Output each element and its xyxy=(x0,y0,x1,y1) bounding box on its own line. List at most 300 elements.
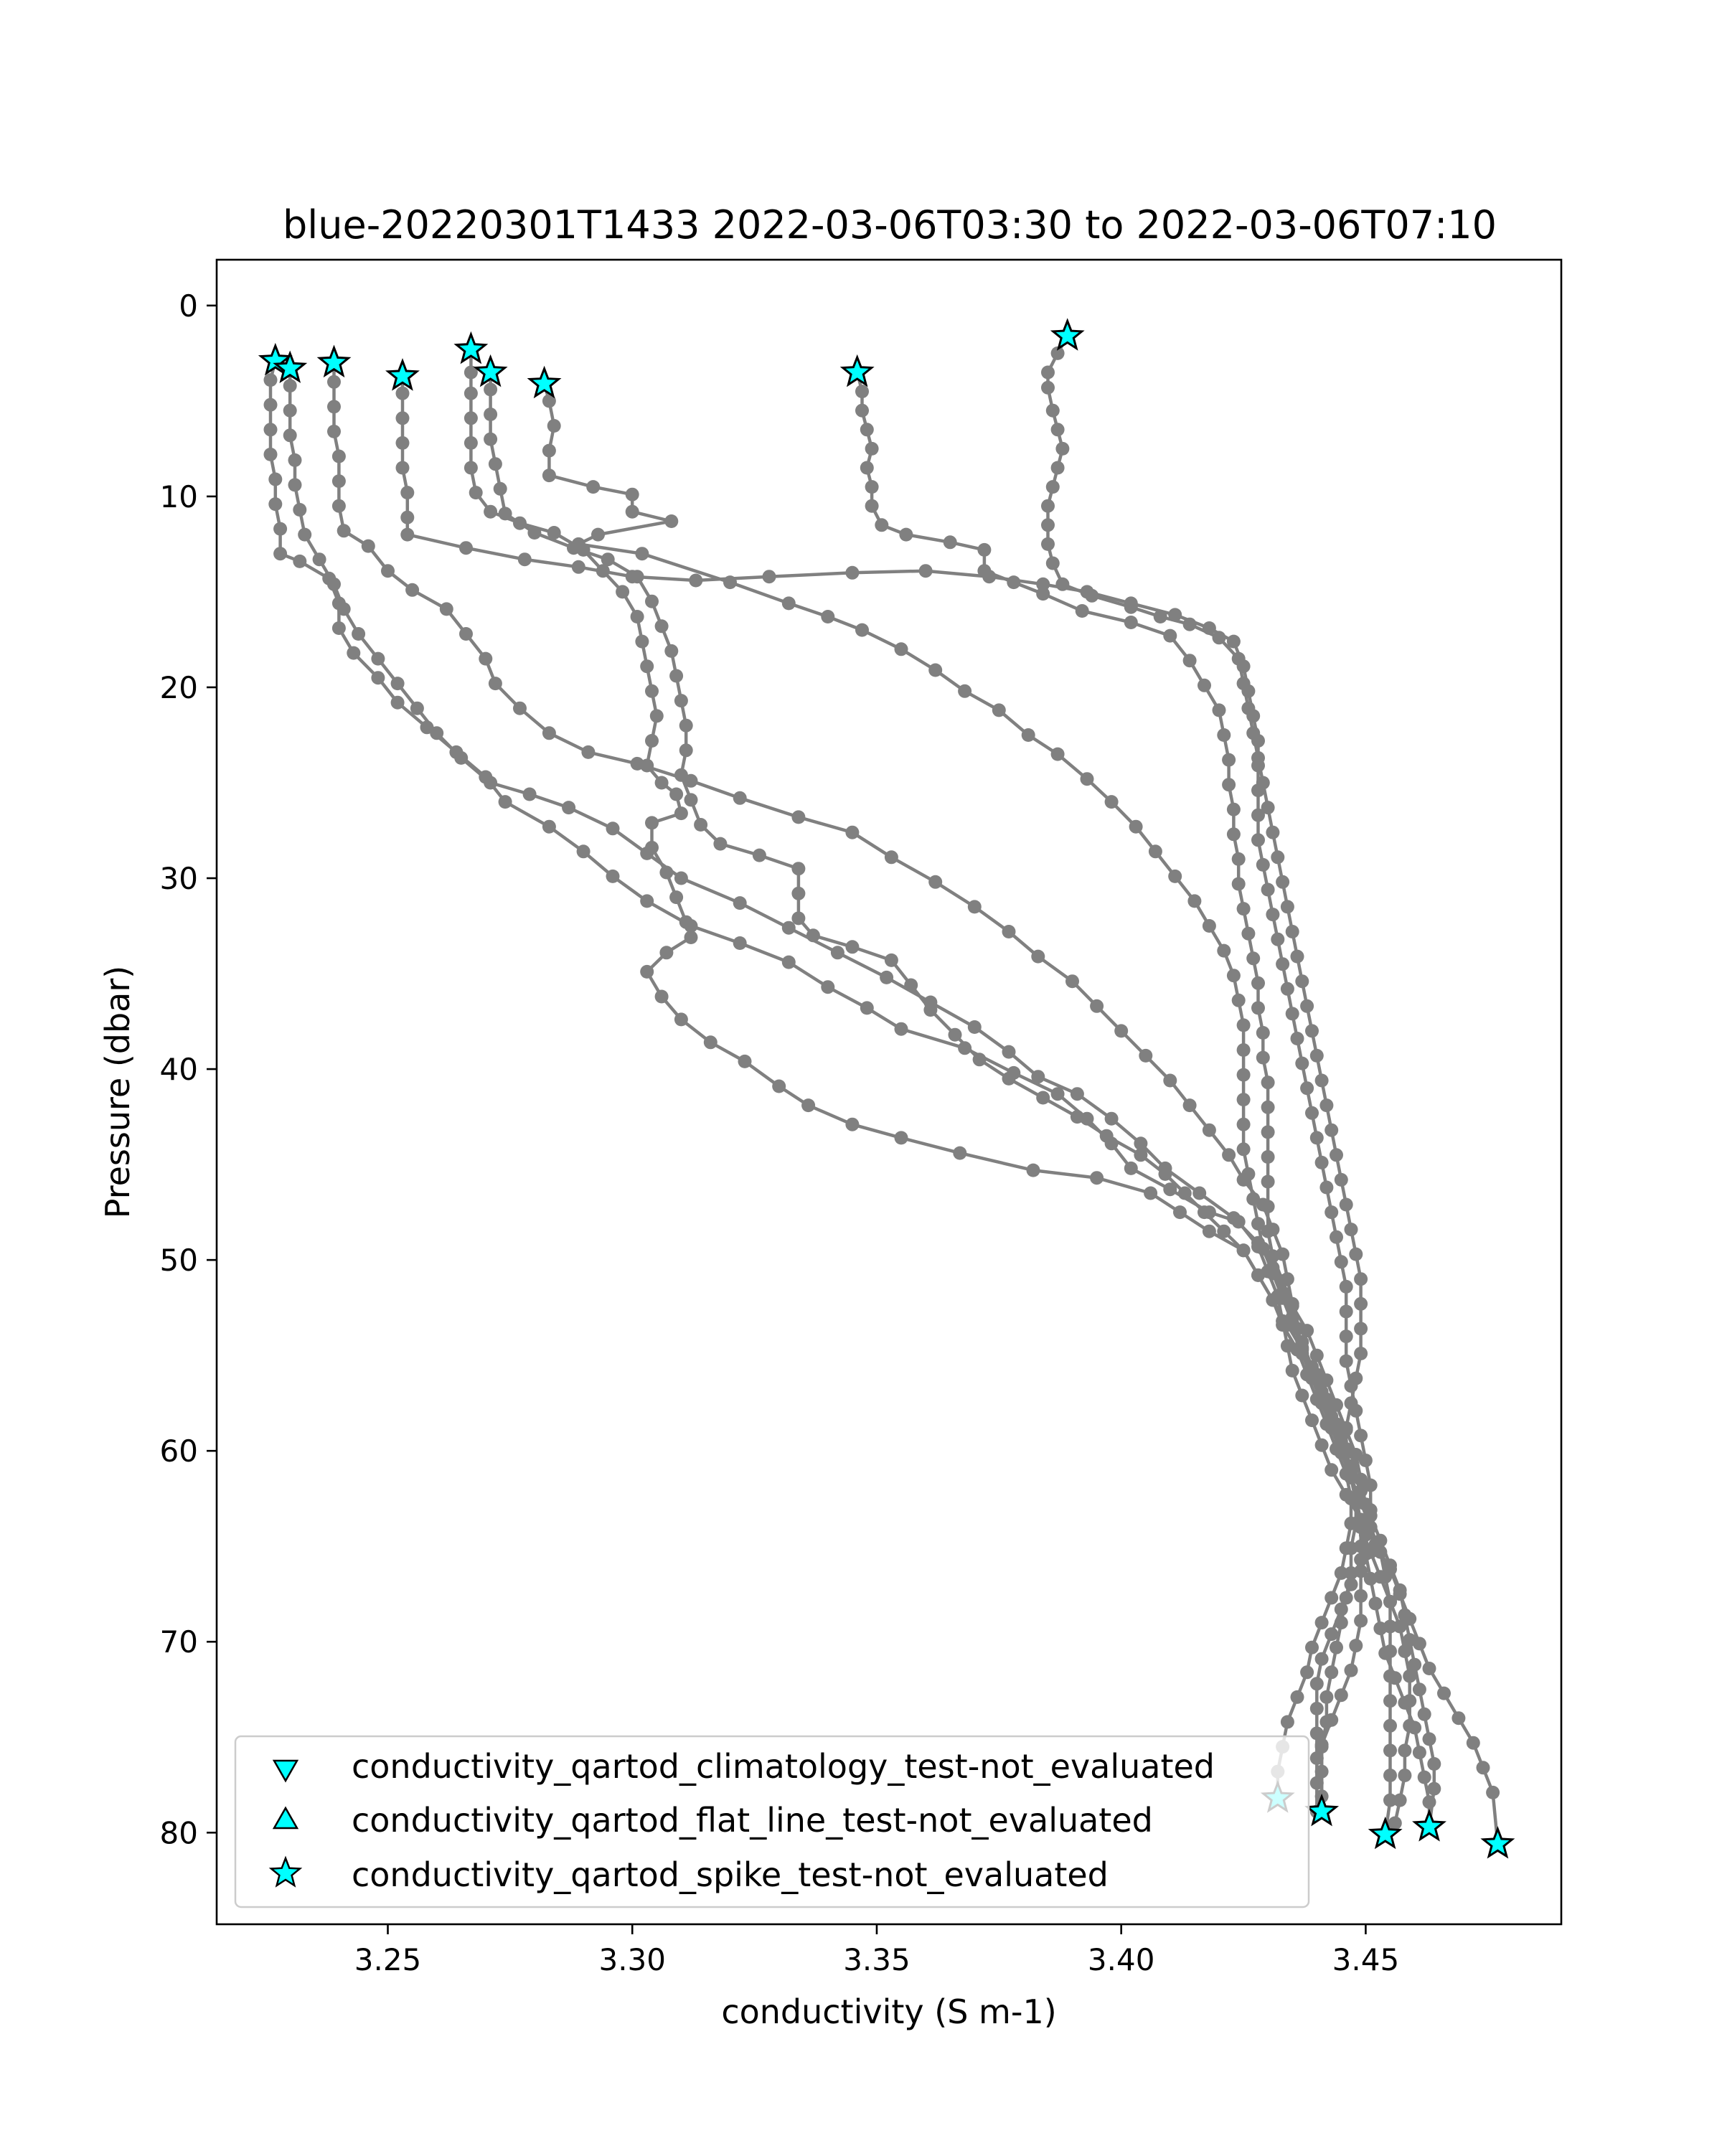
y-tick-label: 20 xyxy=(159,669,198,705)
data-point xyxy=(1217,1225,1231,1238)
data-point xyxy=(1266,1249,1279,1263)
data-point xyxy=(1388,1817,1402,1830)
data-point xyxy=(1232,877,1246,891)
data-point xyxy=(669,788,683,801)
data-point xyxy=(1295,1389,1309,1403)
data-point xyxy=(640,965,654,979)
data-point xyxy=(1251,751,1265,765)
data-point xyxy=(1203,919,1216,933)
data-point xyxy=(1222,753,1236,767)
legend xyxy=(235,1736,1309,1907)
data-point xyxy=(1276,875,1289,889)
data-point xyxy=(655,619,669,633)
data-point xyxy=(1232,852,1246,866)
data-point xyxy=(1237,1142,1251,1156)
data-point xyxy=(689,574,702,588)
data-point xyxy=(1139,1049,1152,1063)
data-point xyxy=(327,400,341,413)
data-point xyxy=(1261,1125,1275,1139)
data-point xyxy=(679,743,693,757)
data-point xyxy=(459,627,473,641)
data-point xyxy=(479,652,492,666)
data-point xyxy=(1305,1024,1319,1037)
data-point xyxy=(391,696,405,710)
data-point xyxy=(1276,957,1289,971)
data-point xyxy=(1349,1496,1363,1510)
data-point xyxy=(264,373,278,387)
data-point xyxy=(542,820,556,834)
data-point xyxy=(273,522,287,536)
data-point xyxy=(371,652,385,666)
data-point xyxy=(1335,1688,1348,1702)
data-point xyxy=(1393,1794,1407,1807)
data-point xyxy=(572,537,585,551)
data-point xyxy=(518,552,532,566)
data-point xyxy=(659,866,673,880)
data-point xyxy=(1335,1173,1348,1187)
data-point xyxy=(1345,1223,1358,1236)
data-point xyxy=(1403,1694,1416,1708)
data-point xyxy=(1261,1200,1275,1213)
data-point xyxy=(489,457,502,471)
data-point xyxy=(655,990,669,1004)
data-point xyxy=(527,526,541,540)
data-point xyxy=(400,528,414,542)
data-point xyxy=(1124,601,1138,614)
y-tick-label: 40 xyxy=(159,1052,198,1088)
data-point xyxy=(645,841,659,855)
data-point xyxy=(949,1028,962,1042)
y-tick-label: 10 xyxy=(159,479,198,514)
data-point xyxy=(1055,578,1069,591)
data-point xyxy=(577,844,591,858)
data-point xyxy=(733,791,747,805)
data-point xyxy=(1163,629,1177,643)
data-point xyxy=(655,776,669,790)
data-point xyxy=(1383,1719,1397,1733)
chart-title: blue-20220301T1433 2022-03-06T03:30 to 2022-03-06T07:10 xyxy=(282,202,1497,248)
data-point xyxy=(1378,1647,1392,1660)
data-point xyxy=(1393,1583,1407,1597)
data-point xyxy=(1354,1347,1368,1360)
data-point xyxy=(1105,1112,1119,1126)
data-point xyxy=(1305,1641,1319,1654)
data-point xyxy=(923,1003,937,1017)
data-point xyxy=(782,921,796,935)
data-point xyxy=(1345,1396,1358,1410)
data-point xyxy=(1325,1591,1338,1605)
data-point xyxy=(586,480,600,494)
y-tick-label: 0 xyxy=(179,288,198,324)
data-point xyxy=(992,703,1006,717)
data-point xyxy=(1227,969,1241,982)
data-point xyxy=(464,387,478,400)
data-point xyxy=(484,505,497,519)
data-point xyxy=(547,419,561,433)
data-point xyxy=(919,564,933,578)
data-point xyxy=(1286,1299,1299,1313)
data-point xyxy=(713,837,727,851)
data-point xyxy=(1300,1665,1314,1679)
data-point xyxy=(1452,1711,1465,1725)
data-point xyxy=(674,872,688,885)
data-point xyxy=(860,461,874,475)
data-point xyxy=(1418,1771,1431,1784)
data-point xyxy=(733,896,747,910)
data-point xyxy=(371,671,385,684)
data-point xyxy=(464,461,478,475)
data-point xyxy=(337,524,351,537)
y-tick-label: 60 xyxy=(159,1434,198,1469)
data-point xyxy=(1173,1205,1187,1219)
data-point xyxy=(860,423,874,436)
y-tick-label: 50 xyxy=(159,1243,198,1279)
data-point xyxy=(288,478,302,491)
data-point xyxy=(895,642,908,656)
data-point xyxy=(684,793,698,806)
data-point xyxy=(1315,1616,1329,1629)
data-point xyxy=(283,379,297,392)
data-point xyxy=(1418,1708,1431,1721)
data-point xyxy=(1051,748,1065,761)
data-point xyxy=(1423,1662,1436,1675)
data-point xyxy=(1134,1148,1147,1162)
data-point xyxy=(1183,618,1197,631)
data-point xyxy=(645,734,659,748)
data-point xyxy=(1437,1687,1451,1700)
data-point xyxy=(1051,461,1065,475)
data-point xyxy=(1315,1738,1329,1751)
data-point xyxy=(1192,1187,1206,1200)
data-point xyxy=(664,644,678,658)
data-point xyxy=(1168,870,1182,883)
data-point xyxy=(1007,575,1020,589)
data-point xyxy=(1237,902,1251,915)
data-point xyxy=(1364,1545,1378,1559)
data-point xyxy=(1237,1243,1251,1257)
data-point xyxy=(1027,1164,1040,1177)
data-point xyxy=(1427,1782,1441,1796)
data-point xyxy=(1325,1463,1338,1477)
data-point xyxy=(484,433,497,446)
data-point xyxy=(1286,925,1299,938)
data-point xyxy=(1330,1641,1343,1654)
data-point xyxy=(1286,1007,1299,1020)
data-point xyxy=(1398,1743,1411,1757)
data-point xyxy=(572,560,585,574)
data-point xyxy=(1213,631,1226,644)
data-point xyxy=(865,442,879,456)
data-point xyxy=(362,540,375,553)
data-point xyxy=(1467,1736,1480,1750)
data-point xyxy=(1310,1049,1324,1063)
data-point xyxy=(542,726,556,740)
data-point xyxy=(352,627,365,641)
data-point xyxy=(1261,1225,1275,1238)
data-point xyxy=(1187,894,1201,908)
data-point xyxy=(1251,1001,1265,1015)
data-point xyxy=(1345,1471,1358,1484)
data-point xyxy=(626,505,639,519)
data-point xyxy=(1022,728,1035,742)
data-point xyxy=(845,1118,859,1131)
data-point xyxy=(855,385,869,398)
data-point xyxy=(1354,1614,1368,1628)
data-point xyxy=(1330,1230,1343,1244)
data-point xyxy=(1335,1255,1348,1268)
data-point xyxy=(332,474,346,488)
data-point xyxy=(1393,1620,1407,1634)
data-point xyxy=(293,555,306,568)
data-point xyxy=(332,499,346,513)
data-point xyxy=(410,702,424,715)
data-point xyxy=(327,425,341,438)
data-point xyxy=(626,488,639,502)
data-point xyxy=(821,610,834,623)
data-point xyxy=(400,511,414,524)
data-point xyxy=(845,940,859,954)
data-point xyxy=(440,602,453,616)
data-point xyxy=(469,486,483,499)
data-point xyxy=(1340,1591,1353,1605)
data-point xyxy=(1241,702,1255,715)
data-point xyxy=(928,664,942,677)
x-tick-label: 3.25 xyxy=(354,1942,422,1977)
data-point xyxy=(1163,1074,1177,1088)
data-point xyxy=(1090,999,1104,1013)
data-point xyxy=(1276,1274,1289,1288)
data-point xyxy=(1340,1198,1353,1212)
data-point xyxy=(1373,1621,1387,1635)
data-point xyxy=(494,482,507,496)
data-point xyxy=(1340,1421,1353,1435)
data-point xyxy=(1423,1732,1436,1746)
data-point xyxy=(640,894,654,908)
data-point xyxy=(601,552,615,566)
data-point xyxy=(1295,1341,1309,1355)
data-point xyxy=(1251,1268,1265,1282)
legend-label-flat-line: conductivity_qartod_flat_line_test-not_evaluated xyxy=(352,1801,1153,1840)
data-point xyxy=(1036,587,1050,601)
data-point xyxy=(1149,844,1162,858)
data-point xyxy=(430,726,443,740)
data-point xyxy=(1041,381,1055,395)
data-point xyxy=(542,469,556,482)
data-point xyxy=(1144,1187,1157,1200)
data-point xyxy=(606,822,620,835)
data-point xyxy=(1237,1043,1251,1057)
data-point xyxy=(1340,1329,1353,1343)
data-point xyxy=(1319,1373,1333,1387)
y-tick-label: 80 xyxy=(159,1815,198,1851)
data-point xyxy=(1305,1413,1319,1427)
data-point xyxy=(772,1080,786,1093)
data-point xyxy=(1222,1148,1236,1162)
data-point xyxy=(1246,951,1260,965)
data-point xyxy=(806,928,820,942)
data-point xyxy=(1203,1124,1216,1137)
data-point xyxy=(283,404,297,418)
data-point xyxy=(1315,1439,1329,1452)
data-point xyxy=(1383,1694,1397,1708)
data-point xyxy=(347,646,360,660)
data-point xyxy=(1031,1070,1045,1083)
data-point xyxy=(1227,803,1241,816)
data-point xyxy=(763,570,776,583)
data-point xyxy=(1217,944,1231,958)
data-point xyxy=(1310,1349,1324,1362)
data-point xyxy=(1198,679,1211,692)
data-point xyxy=(895,1022,908,1036)
data-point xyxy=(1085,589,1098,603)
data-point xyxy=(1291,950,1304,964)
data-point xyxy=(1114,1024,1128,1037)
data-point xyxy=(1178,1187,1192,1200)
data-point xyxy=(1203,1225,1216,1238)
data-point xyxy=(958,684,971,698)
data-point xyxy=(464,436,478,450)
data-point xyxy=(313,552,326,566)
x-tick-label: 3.45 xyxy=(1332,1942,1400,1977)
data-point xyxy=(865,480,879,494)
data-point xyxy=(1055,442,1069,456)
data-point xyxy=(1041,366,1055,380)
data-point xyxy=(1159,1167,1172,1181)
data-point xyxy=(1325,1713,1338,1727)
data-point xyxy=(1477,1761,1490,1774)
data-point xyxy=(645,595,659,608)
data-point xyxy=(1315,1390,1329,1404)
data-point xyxy=(1486,1786,1500,1799)
data-point xyxy=(1036,1091,1050,1105)
data-point xyxy=(1232,994,1246,1007)
data-point xyxy=(640,759,654,773)
data-point xyxy=(1325,1124,1338,1137)
data-point xyxy=(1291,1032,1304,1045)
data-point xyxy=(684,931,698,944)
data-point xyxy=(782,596,796,610)
data-point xyxy=(1124,1162,1138,1175)
data-point xyxy=(1256,776,1270,790)
data-point xyxy=(782,956,796,969)
data-point xyxy=(264,398,278,412)
data-point xyxy=(273,547,287,560)
data-point xyxy=(405,583,419,597)
data-point xyxy=(1398,1769,1411,1782)
data-point xyxy=(1398,1644,1411,1658)
data-point xyxy=(1222,778,1236,791)
data-point xyxy=(973,1053,987,1066)
data-point xyxy=(1081,772,1094,786)
data-point xyxy=(659,946,673,959)
data-point xyxy=(499,507,512,520)
y-tick-label: 30 xyxy=(159,861,198,897)
data-point xyxy=(669,669,683,683)
data-point xyxy=(1002,1072,1016,1086)
data-point xyxy=(1383,1743,1397,1757)
data-point xyxy=(674,1012,688,1026)
data-point xyxy=(791,887,805,900)
data-point xyxy=(1319,1098,1333,1112)
data-point xyxy=(831,946,844,959)
data-point xyxy=(801,1098,815,1112)
data-point xyxy=(293,503,306,517)
data-point xyxy=(1041,537,1055,551)
data-point xyxy=(1227,1211,1241,1225)
data-point xyxy=(694,818,707,832)
data-point xyxy=(1281,982,1294,996)
data-point xyxy=(704,1035,718,1049)
data-point xyxy=(1271,850,1284,864)
data-point xyxy=(1271,933,1284,946)
data-point xyxy=(1310,1131,1324,1144)
data-point xyxy=(396,436,410,450)
data-point xyxy=(679,719,693,733)
data-point xyxy=(845,826,859,839)
data-point xyxy=(1261,1075,1275,1089)
data-point xyxy=(1183,1098,1197,1112)
data-point xyxy=(1227,827,1241,841)
data-point xyxy=(1076,604,1089,618)
data-point xyxy=(1256,858,1270,872)
data-point xyxy=(1241,927,1255,941)
data-point xyxy=(885,850,898,864)
data-point xyxy=(977,564,991,578)
legend-label-spike: conductivity_qartod_spike_test-not_evaluated xyxy=(352,1855,1109,1894)
data-point xyxy=(1046,557,1060,570)
data-point xyxy=(562,801,575,814)
data-point xyxy=(1031,950,1045,964)
data-point xyxy=(1251,976,1265,990)
data-point xyxy=(899,528,913,542)
data-point xyxy=(1300,1081,1314,1095)
data-point xyxy=(631,570,644,583)
data-point xyxy=(1071,1110,1084,1124)
data-point xyxy=(396,461,410,475)
data-point xyxy=(1349,1248,1363,1261)
data-point xyxy=(1325,1627,1338,1641)
data-point xyxy=(1369,1597,1383,1611)
data-point xyxy=(1310,1677,1324,1690)
data-point xyxy=(944,535,957,549)
data-point xyxy=(542,444,556,458)
data-point xyxy=(616,585,629,598)
data-point xyxy=(904,979,918,992)
data-point xyxy=(679,915,693,929)
data-point xyxy=(1315,1156,1329,1169)
data-point xyxy=(1246,1192,1260,1206)
x-tick-label: 3.30 xyxy=(598,1942,666,1977)
data-point xyxy=(880,971,893,984)
data-point xyxy=(1403,1719,1416,1733)
data-point xyxy=(953,1147,966,1160)
data-point xyxy=(484,776,497,790)
legend-label-climatology: conductivity_qartod_climatology_test-not_evaluated xyxy=(352,1747,1215,1786)
data-point xyxy=(1413,1682,1426,1696)
data-point xyxy=(332,450,346,463)
data-point xyxy=(1319,1690,1333,1704)
data-point xyxy=(821,980,834,994)
x-axis-label: conductivity (S m-1) xyxy=(721,1992,1057,2031)
data-point xyxy=(1100,1129,1114,1143)
data-point xyxy=(1281,900,1294,913)
data-point xyxy=(860,1001,874,1015)
data-point xyxy=(738,1055,752,1068)
data-point xyxy=(1256,1026,1270,1040)
data-point xyxy=(1388,1671,1402,1685)
data-point xyxy=(1325,1665,1338,1679)
data-point xyxy=(1002,1045,1016,1059)
